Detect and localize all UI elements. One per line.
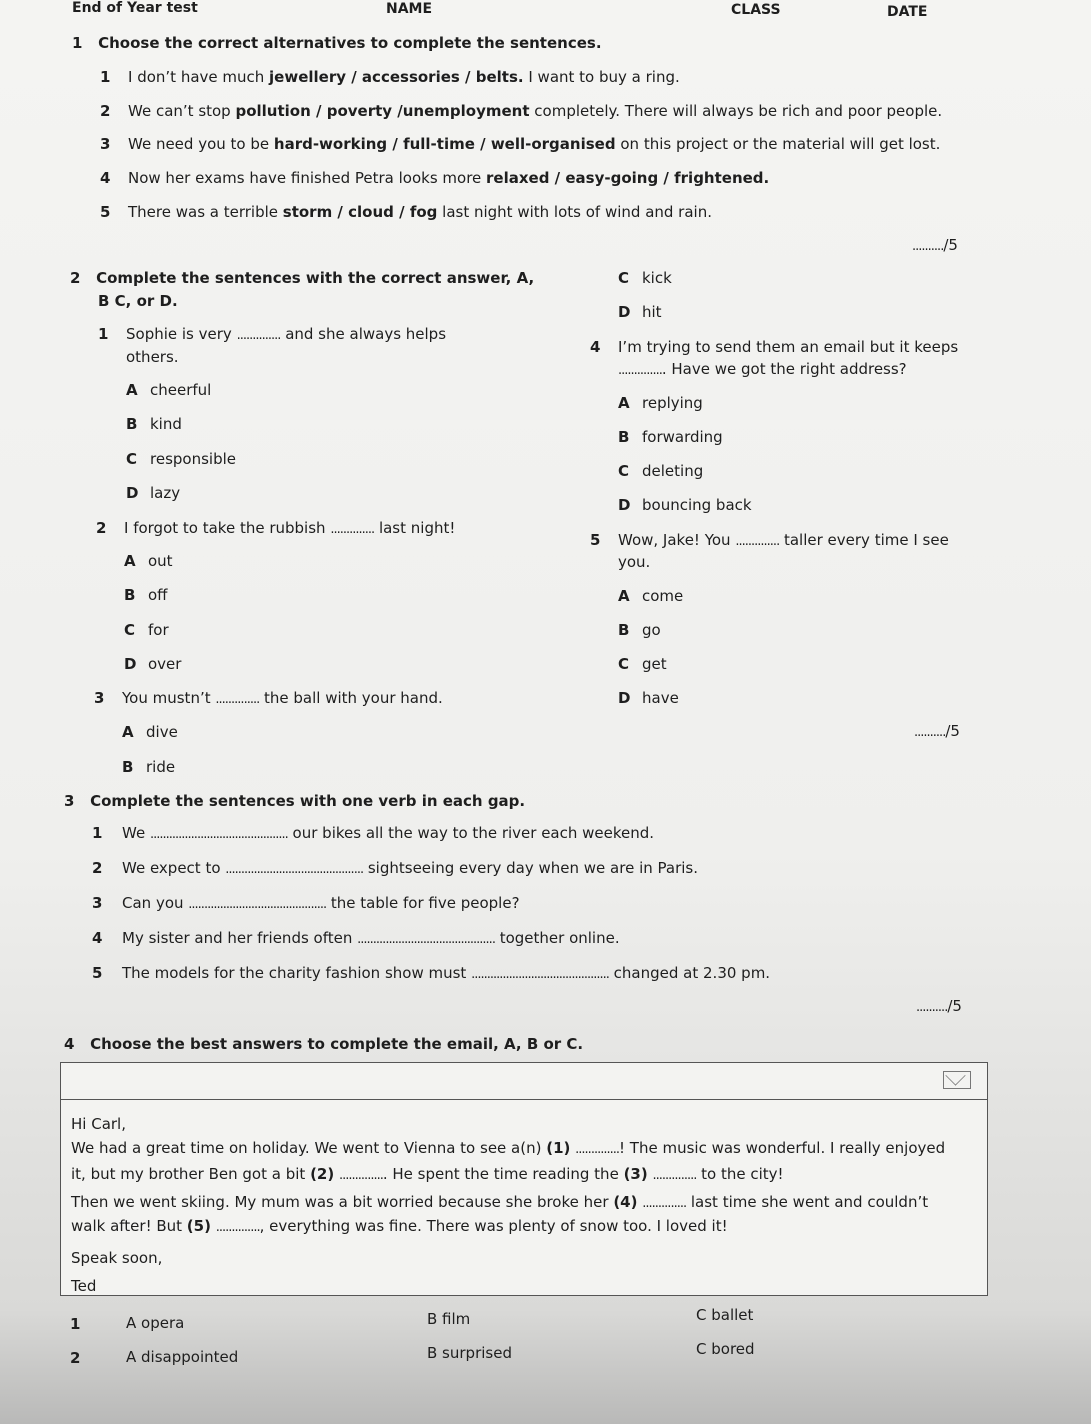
answer-option[interactable]: B go [618, 621, 661, 639]
s1-item: 3 We need you to be hard-working / full-time / well-organised on this project or the material will get lost. [100, 135, 941, 153]
answer-option[interactable]: A cheerful [126, 381, 212, 399]
email-signoff: Speak soon, [71, 1249, 163, 1267]
section1-score: ........../5 [912, 236, 958, 254]
email-name: Ted [71, 1277, 97, 1295]
s1-item: 2 We can’t stop pollution / poverty /unemployment completely. There will always be rich and poor people. [100, 102, 943, 120]
s1-item: 4 Now her exams have finished Petra looks more relaxed / easy-going / frightened. [100, 169, 770, 187]
name-label: NAME [386, 1, 433, 17]
answer-option[interactable]: C responsible [126, 450, 236, 468]
section3-score: ........../5 [916, 997, 962, 1015]
s4-answer-number: 2 [70, 1349, 81, 1367]
email-line-1: We had a great time on holiday. We went to Vienna to see a(n) (1) ..............! The music was wonderful. I really enjoyed [71, 1139, 946, 1157]
email-greeting: Hi Carl, [71, 1115, 126, 1133]
section1-instruction: Choose the correct alternatives to complete the sentences. [98, 34, 602, 52]
email-line-3: Then we went skiing. My mum was a bit worried because she broke her (4) .............. last time she went and couldn’t [71, 1193, 929, 1211]
answer-option[interactable]: A come [618, 587, 684, 605]
answer-gap[interactable]: ............................................ [357, 932, 495, 947]
test-title: End of Year test [72, 0, 198, 16]
s1-alternatives[interactable]: storm / cloud / fog [282, 203, 438, 221]
section2-heading: 2 Complete the sentences with the correct answer, A, [70, 269, 535, 287]
s1-alternatives[interactable]: hard-working / full-time / well-organised [273, 135, 616, 153]
s2-q3-stem: 3 You mustn’t .............. the ball with your hand. [94, 689, 443, 707]
answer-option[interactable]: D have [618, 689, 679, 707]
s4-option-c[interactable]: C ballet [696, 1306, 754, 1324]
s4-option-b[interactable]: B film [427, 1310, 471, 1328]
section1-heading [72, 34, 602, 52]
answer-option[interactable]: C kick [618, 269, 672, 287]
s3-item: 5 The models for the charity fashion show must ............................................ changed at 2.30 pm. [92, 964, 771, 982]
s2-q4-stem: 4 I’m trying to send them an email but it keeps [590, 338, 959, 356]
s4-option-b[interactable]: B surprised [427, 1344, 512, 1362]
answer-option[interactable]: A replying [618, 394, 703, 412]
answer-option[interactable]: C get [618, 655, 667, 673]
section1-number: 1 [72, 34, 83, 52]
s2-q2-stem: 2 I forgot to take the rubbish .............. last night! [96, 519, 456, 537]
answer-option[interactable]: B kind [126, 415, 182, 433]
s2-q1-stem-line2: others. [126, 348, 179, 366]
envelope-icon [943, 1071, 971, 1089]
answer-gap[interactable]: ............................................ [149, 827, 288, 842]
answer-option[interactable]: D bouncing back [618, 496, 752, 514]
s4-option-a[interactable]: A opera [126, 1314, 185, 1332]
answer-option[interactable]: B ride [122, 758, 176, 776]
answer-option[interactable]: A dive [122, 723, 178, 741]
answer-gap[interactable]: ............................................ [225, 862, 364, 877]
answer-option[interactable]: D lazy [126, 484, 181, 502]
s1-item: 5 There was a terrible storm / cloud / fog last night with lots of wind and rain. [100, 203, 712, 221]
email-line-4: walk after! But (5) .............., everything was fine. There was plenty of snow too. I loved it! [71, 1217, 728, 1235]
s1-alternatives[interactable]: pollution / poverty /unemployment [235, 102, 530, 120]
answer-gap[interactable]: ............................................ [188, 897, 327, 912]
s4-answer-number: 1 [70, 1315, 81, 1333]
answer-option[interactable]: C for [124, 621, 169, 639]
answer-option[interactable]: D hit [618, 303, 662, 321]
answer-option[interactable]: D over [124, 655, 182, 673]
section3-heading: 3 Complete the sentences with one verb in each gap. [64, 792, 526, 810]
email-line-2: it, but my brother Ben got a bit (2) ............... He spent the time reading the (3) .............. to the city! [71, 1165, 784, 1183]
s3-item: 3 Can you ............................................ the table for five people? [92, 894, 520, 912]
date-label: DATE [887, 4, 928, 20]
s4-option-a[interactable]: A disappointed [126, 1348, 239, 1366]
s1-item: 1 I don’t have much jewellery / accessories / belts. I want to buy a ring. [100, 68, 680, 86]
s3-item: 4 My sister and her friends often ............................................ together online. [92, 929, 620, 947]
answer-option[interactable]: B off [124, 586, 168, 604]
answer-option[interactable]: A out [124, 552, 173, 570]
section4-heading: 4 Choose the best answers to complete the email, A, B or C. [64, 1035, 584, 1053]
email-box [60, 1062, 988, 1296]
email-header-bar [61, 1063, 987, 1100]
s1-alternatives[interactable]: jewellery / accessories / belts. [269, 68, 524, 86]
answer-option[interactable]: C deleting [618, 462, 704, 480]
section2-instruction-line2: B C, or D. [98, 292, 178, 310]
s2-q5-stem: 5 Wow, Jake! You .............. taller every time I see [590, 531, 949, 549]
s2-q5-stem-line2: you. [618, 553, 651, 571]
s3-item: 1 We ............................................ our bikes all the way to the river each weekend. [92, 824, 655, 842]
s2-q4-stem-line2: ............... Have we got the right address? [618, 360, 907, 378]
s2-q1-stem: 1 Sophie is very .............. and she always helps [98, 325, 447, 343]
s3-item: 2 We expect to ............................................ sightseeing every day when we are in Paris. [92, 859, 698, 877]
answer-option[interactable]: B forwarding [618, 428, 723, 446]
answer-gap[interactable]: ............................................ [471, 967, 609, 982]
s4-option-c[interactable]: C bored [696, 1340, 755, 1358]
section2-score: ........../5 [914, 722, 960, 740]
class-label: CLASS [731, 2, 781, 18]
s1-alternatives[interactable]: relaxed / easy-going / frightened. [486, 169, 770, 187]
